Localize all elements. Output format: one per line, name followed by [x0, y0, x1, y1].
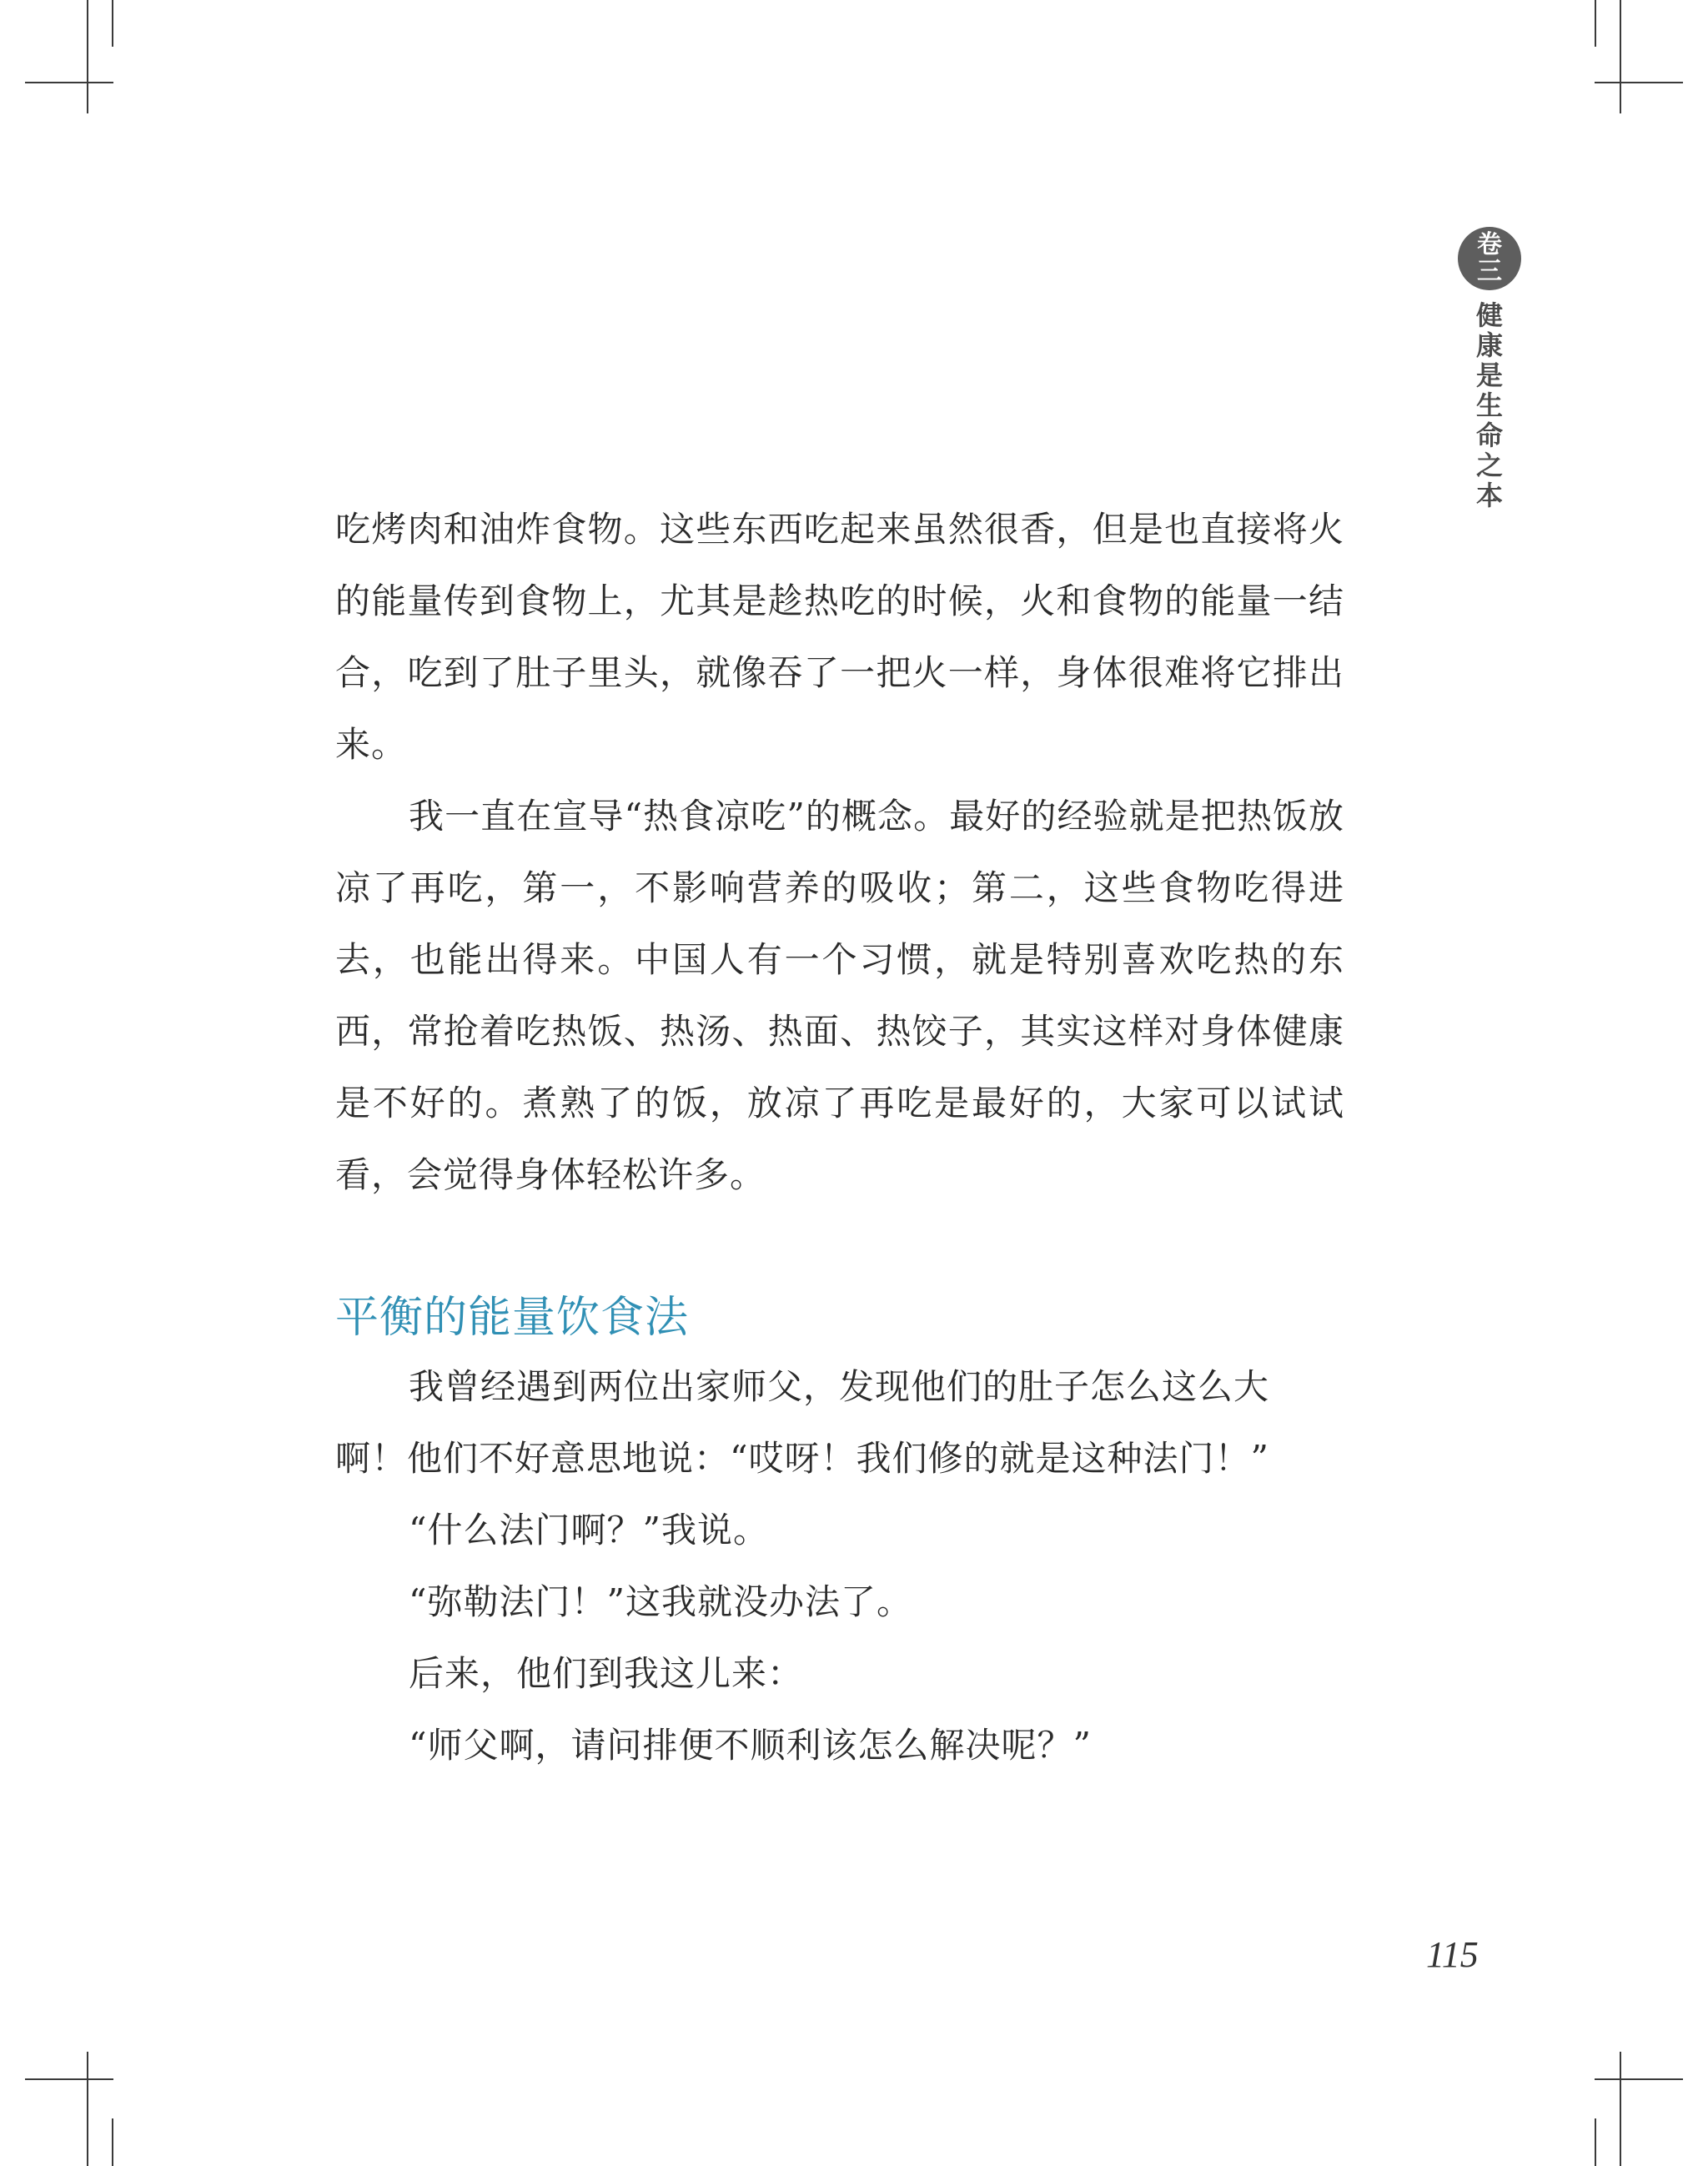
- crop-mark-top-left-v2: [112, 0, 113, 47]
- crop-mark-bottom-left-v: [87, 2052, 88, 2166]
- crop-mark-bottom-right-v: [1620, 2052, 1621, 2166]
- paragraph: “弥勒法门！”这我就没办法了。: [409, 1581, 912, 1622]
- crop-mark-top-left-h: [25, 82, 113, 83]
- paragraph: “什么法门啊？”我说。: [409, 1510, 769, 1550]
- crop-mark-bottom-right-h: [1595, 2078, 1683, 2080]
- paragraph: 我曾经遇到两位出家师父，发现他们的肚子怎么这么大: [409, 1366, 1270, 1407]
- crop-mark-top-left-v: [87, 0, 88, 113]
- section-heading: 平衡的能量饮食法: [335, 1293, 690, 1343]
- paragraph: 吃烤肉和油炸食物。这些东西吃起来虽然很香，但是也直接将火的能量传到食物上，尤其是趁热吃的时候，火和食物的能量一结合，吃到了肚子里头，就像吞了一把火一样，身体很难将它排出来。: [335, 509, 1344, 765]
- crop-mark-bottom-right-v2: [1595, 2118, 1596, 2166]
- chapter-title-vertical: [1458, 300, 1521, 510]
- page-number: 115: [1426, 1934, 1479, 1975]
- chapter-title-text: 健康是生命之本: [1475, 299, 1503, 511]
- chapter-side-marker: [1458, 227, 1521, 510]
- crop-mark-top-right-v2: [1595, 0, 1596, 47]
- crop-mark-top-right-h: [1595, 82, 1683, 83]
- paragraph: “师父啊，请问排便不顺利该怎么解决呢？”: [409, 1725, 1092, 1766]
- body-text-top: [335, 494, 1344, 1211]
- body-text-section: [335, 1351, 1344, 1782]
- crop-mark-top-right-v: [1620, 0, 1621, 113]
- paragraph: 我一直在宣导“热食凉吃”的概念。最好的经验就是把热饭放凉了再吃，第一，不影响营养的吸收；第二，这些食物吃得进去，也能出得来。中国人有一个习惯，就是特别喜欢吃热的东西，常抢着吃热饭、热汤、热面、热饺子，其实这样对身体健康是不好的。煮熟了的饭，放凉了再吃是最好的，大家可以试试看，会觉得身体轻松许多。: [335, 796, 1344, 1195]
- volume-badge: [1458, 227, 1521, 290]
- volume-label: 卷三: [1477, 230, 1502, 286]
- paragraph: 啊！他们不好意思地说：“哎呀！我们修的就是这种法门！”: [335, 1438, 1269, 1479]
- crop-mark-bottom-left-h: [25, 2078, 113, 2080]
- crop-mark-bottom-left-v2: [112, 2118, 113, 2166]
- paragraph: 后来，他们到我这儿来：: [409, 1653, 804, 1694]
